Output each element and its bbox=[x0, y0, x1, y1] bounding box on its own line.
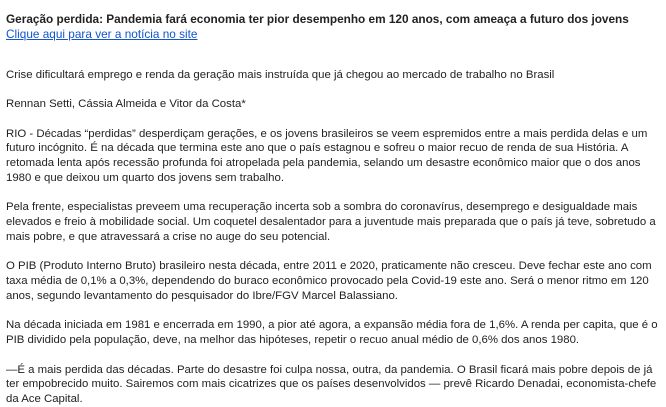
article-body bbox=[6, 68, 660, 407]
article-byline: Rennan Setti, Cássia Almeida e Vitor da Costa* bbox=[6, 98, 246, 111]
article-subtitle: Crise dificultará emprego e renda da geração mais instruída que já chegou ao mercado de trabalho no Brasil bbox=[6, 68, 555, 81]
view-on-site-link[interactable]: Clique aqui para ver a notícia no site bbox=[6, 27, 198, 41]
headline: Geração perdida: Pandemia fará economia ter pior desempenho em 120 anos, com ameaça a futuro dos jovens bbox=[6, 12, 629, 26]
article-paragraph: —É a mais perdida das décadas. Parte do desastre foi culpa nossa, outra, da pandemia. O Brasil ficará mais pobre depois de já ter empobrecido muito. Sairemos com mais cicatrizes que os países desenvolvidos — prevê Ricardo Denadai, economista-chefe da Ace Capital. bbox=[6, 363, 657, 406]
article-paragraph: O PIB (Produto Interno Bruto) brasileiro nesta década, entre 2011 e 2020, praticamente não cresceu. Deve fechar este ano com taxa média de 0,1% a 0,3%, dependendo do buraco econômico provocado pela Covid-19 este ano. Será o menor ritmo em 120 anos, segundo levantamento do pesquisador do Ibre/FGV Marcel Balassiano. bbox=[6, 260, 652, 302]
article-paragraph: Na década iniciada em 1981 e encerrada em 1990, a pior até agora, a expansão média fora de 1,6%. A renda per capita, que é o PIB dividido pela população, deve, na melhor das hipóteses, repetir o recuo anual médio de 0,6% dos anos 1980. bbox=[6, 319, 658, 347]
article-paragraph: Pela frente, especialistas preveem uma recuperação incerta sob a sombra do coronavírus, desemprego e desigualdade mais elevados e freio à mobilidade social. Um coquetel desalentador para a juventude mais preparada que o país já teve, sobretudo a mais pobre, e que atravessará a crise no auge do seu potencial. bbox=[6, 201, 656, 243]
article-paragraph: RIO - Décadas “perdidas” desperdiçam gerações, e os jovens brasileiros se veem espremidos entre a mais perdida delas e um futuro incógnito. É na década que termina este ano que o país estagnou e sofreu o maior recuo de renda de sua História. A retomada lenta após recessão profunda foi atropelada pela pandemia, selando um desastre econômico maior que o dos anos 1980 e que deixou um quarto dos jovens sem trabalho. bbox=[6, 127, 648, 184]
